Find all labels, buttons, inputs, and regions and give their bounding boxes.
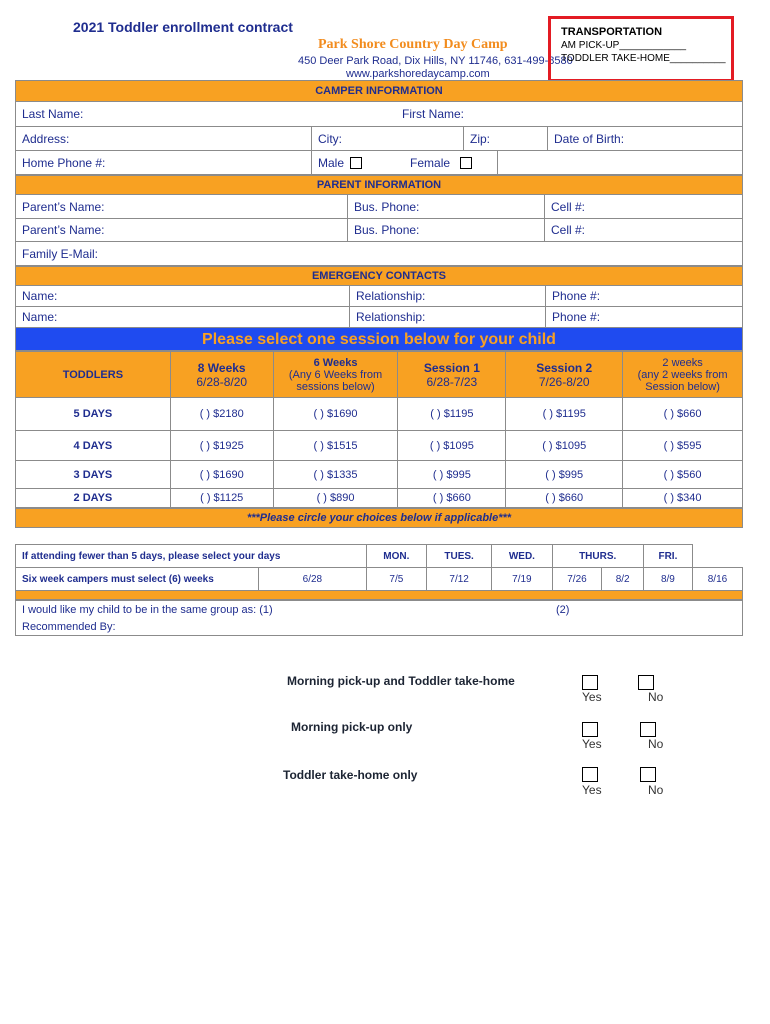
week-option[interactable]: 8/2: [602, 568, 643, 591]
q1-yes-checkbox[interactable]: [582, 675, 598, 690]
price-option[interactable]: ( ) $595: [623, 431, 743, 461]
col-title: Session 2: [536, 360, 593, 375]
female-checkbox[interactable]: [460, 157, 472, 169]
table-row: [16, 461, 743, 489]
col-title: 6 Weeks: [313, 356, 358, 369]
last-name-field[interactable]: [16, 102, 396, 126]
weeks-label: Six week campers must select (6) weeks: [16, 568, 259, 591]
price-option[interactable]: ( ) $660: [398, 489, 506, 508]
camp-address: 450 Deer Park Road, Dix Hills, NY 11746, 631-499-8580: [298, 55, 573, 67]
same-group-field[interactable]: I would like my child to be in the same group as: (1): [22, 604, 273, 616]
col-sub: 6/28-8/20: [196, 374, 248, 389]
q3-yes-checkbox[interactable]: [582, 767, 598, 782]
emergency-name-1-label: Name:: [22, 289, 58, 303]
price-option[interactable]: ( ) $660: [623, 398, 743, 431]
week-option[interactable]: 6/28: [259, 568, 367, 591]
bus-phone-2-label: Bus. Phone:: [354, 223, 420, 237]
col-session-2: [506, 352, 623, 398]
parent-row-2: [15, 219, 743, 242]
session-header-row: [16, 352, 743, 398]
family-email-label: Family E-Mail:: [22, 246, 99, 261]
week-option[interactable]: 8/16: [692, 568, 742, 591]
price-option[interactable]: ( ) $2180: [170, 398, 273, 431]
q1-no-label: No: [648, 690, 664, 704]
cell-2-field[interactable]: [544, 219, 742, 241]
emergency-phone-2-field[interactable]: [545, 307, 742, 327]
recommended-by-field[interactable]: Recommended By:: [22, 621, 116, 633]
city-label: City:: [318, 131, 342, 146]
camper-info-header: CAMPER INFORMATION: [15, 80, 743, 102]
parent-name-1-field[interactable]: [16, 195, 347, 218]
transportation-heading: TRANSPORTATION: [561, 26, 663, 38]
cell-2-label: Cell #:: [551, 223, 586, 237]
q2-no-label: No: [648, 737, 664, 751]
camp-name: Park Shore Country Day Camp: [318, 37, 508, 52]
relationship-2-label: Relationship:: [356, 310, 426, 324]
male-checkbox[interactable]: [350, 157, 362, 169]
zip-field[interactable]: [463, 127, 547, 150]
toddler-take-home-field[interactable]: TODDLER TAKE-HOME__________: [561, 53, 726, 64]
week-option[interactable]: 7/19: [492, 568, 552, 591]
q3-no-checkbox[interactable]: [640, 767, 656, 782]
price-option[interactable]: ( ) $1925: [170, 431, 273, 461]
cell-1-field[interactable]: [544, 195, 742, 218]
weeks-row: [16, 568, 743, 591]
last-name-label: Last Name:: [22, 107, 84, 121]
bus-phone-1-label: Bus. Phone:: [354, 199, 420, 214]
col-8-weeks: [170, 352, 273, 398]
dob-field[interactable]: [547, 127, 742, 150]
parent-name-2-field[interactable]: [16, 219, 347, 241]
week-option[interactable]: 7/5: [366, 568, 426, 591]
dob-label: Date of Birth:: [554, 131, 625, 146]
price-option[interactable]: ( ) $995: [506, 461, 623, 489]
table-row: [16, 431, 743, 461]
group-request-box: [15, 600, 743, 636]
price-option[interactable]: ( ) $1095: [398, 431, 506, 461]
q2-yes-label: Yes: [582, 737, 602, 751]
row-label: 3 DAYS: [16, 461, 171, 489]
price-option[interactable]: ( ) $660: [506, 489, 623, 508]
price-option[interactable]: ( ) $1690: [170, 461, 273, 489]
toddlers-header: TODDLERS: [16, 352, 171, 398]
week-option[interactable]: 7/26: [552, 568, 602, 591]
first-name-label: First Name:: [402, 107, 465, 121]
table-row: [16, 398, 743, 431]
zip-label: Zip:: [470, 131, 491, 146]
col-2-weeks: [623, 352, 743, 398]
emergency-phone-1-label: Phone #:: [552, 289, 601, 303]
price-option[interactable]: ( ) $340: [623, 489, 743, 508]
address-label: Address:: [22, 131, 70, 146]
parent-row-1: [15, 195, 743, 219]
option-pickup-and-take-home: Morning pick-up and Toddler take-home: [287, 674, 515, 688]
day-mon[interactable]: MON.: [366, 545, 426, 568]
camper-phone-row: [15, 151, 743, 175]
emergency-name-2-label: Name:: [22, 310, 58, 324]
day-fri[interactable]: FRI.: [643, 545, 692, 568]
day-wed[interactable]: WED.: [492, 545, 552, 568]
col-sub: 7/26-8/20: [538, 374, 590, 389]
session-banner: Please select one session below for your child: [15, 327, 743, 351]
row-label: 5 DAYS: [16, 398, 171, 431]
address-field[interactable]: [16, 127, 311, 150]
cell-1-label: Cell #:: [551, 199, 586, 214]
row-label: 4 DAYS: [16, 431, 171, 461]
form-title: 2021 Toddler enrollment contract: [73, 19, 293, 35]
day-thurs[interactable]: THURS.: [552, 545, 643, 568]
session-table: [15, 351, 743, 508]
same-group-second-field[interactable]: (2): [556, 604, 570, 616]
q1-yes-label: Yes: [582, 690, 602, 704]
family-email-row: [15, 242, 743, 266]
parent-name-2-label: Parent’s Name:: [22, 223, 105, 237]
days-label: If attending fewer than 5 days, please select your days: [16, 545, 367, 568]
divider-strip: [15, 590, 743, 600]
col-sub: 6/28-7/23: [426, 374, 478, 389]
emergency-name-1-field[interactable]: [16, 286, 349, 306]
parent-name-1-label: Parent’s Name:: [22, 199, 105, 214]
home-phone-field[interactable]: [16, 151, 311, 174]
relationship-1-field[interactable]: [349, 286, 545, 306]
price-option[interactable]: ( ) $1195: [506, 398, 623, 431]
col-sub: (any 2 weeks from Session below): [637, 368, 728, 393]
q2-yes-checkbox[interactable]: [582, 722, 598, 737]
relationship-1-label: Relationship:: [356, 289, 426, 303]
city-field[interactable]: [311, 127, 463, 150]
price-option[interactable]: ( ) $560: [623, 461, 743, 489]
bus-phone-1-field[interactable]: [347, 195, 544, 218]
week-option[interactable]: 7/12: [426, 568, 491, 591]
option-take-home-only: Toddler take-home only: [283, 768, 418, 782]
price-option[interactable]: ( ) $1335: [273, 461, 398, 489]
row-label: 2 DAYS: [16, 489, 171, 508]
family-email-field[interactable]: [16, 242, 742, 265]
camper-extra-field[interactable]: [497, 151, 742, 174]
home-phone-label: Home Phone #:: [22, 155, 106, 170]
emergency-row-1: [15, 286, 743, 307]
circle-choices-note: ***Please circle your choices below if applicable***: [15, 508, 743, 528]
col-sub: (Any 6 Weeks from sessions below): [288, 368, 383, 393]
emergency-name-2-field[interactable]: [16, 307, 349, 327]
camper-address-row: [15, 127, 743, 151]
relationship-2-field[interactable]: [349, 307, 545, 327]
price-option[interactable]: ( ) $1095: [506, 431, 623, 461]
days-table: [15, 544, 743, 591]
days-row: [16, 545, 743, 568]
first-name-field[interactable]: [396, 102, 742, 126]
price-option[interactable]: ( ) $1125: [170, 489, 273, 508]
option-pickup-only: Morning pick-up only: [291, 720, 413, 734]
q3-no-label: No: [648, 783, 664, 797]
am-pickup-field[interactable]: AM PICK-UP____________: [561, 40, 687, 51]
col-session-1: [398, 352, 506, 398]
price-option[interactable]: ( ) $1690: [273, 398, 398, 431]
q3-yes-label: Yes: [582, 783, 602, 797]
transportation-box: [548, 16, 734, 82]
emergency-phone-1-field[interactable]: [545, 286, 742, 306]
q2-no-checkbox[interactable]: [640, 722, 656, 737]
week-option[interactable]: 8/9: [643, 568, 692, 591]
male-label: Male: [318, 155, 345, 170]
price-option[interactable]: ( ) $1515: [273, 431, 398, 461]
camp-website[interactable]: www.parkshoredaycamp.com: [346, 68, 490, 80]
emergency-row-2: [15, 307, 743, 328]
bus-phone-2-field[interactable]: [347, 219, 544, 241]
col-title: Session 1: [423, 360, 480, 375]
col-6-weeks: [273, 352, 398, 398]
q1-no-checkbox[interactable]: [638, 675, 654, 690]
col-title: 2 weeks: [662, 356, 703, 369]
female-label: Female: [410, 155, 451, 170]
camper-name-row: [15, 102, 743, 127]
col-title: 8 Weeks: [197, 360, 246, 375]
price-option[interactable]: ( ) $1195: [398, 398, 506, 431]
parent-info-header: PARENT INFORMATION: [15, 175, 743, 195]
price-option[interactable]: ( ) $890: [273, 489, 398, 508]
table-row: [16, 489, 743, 508]
price-option[interactable]: ( ) $995: [398, 461, 506, 489]
emergency-header: EMERGENCY CONTACTS: [15, 266, 743, 286]
day-tues[interactable]: TUES.: [426, 545, 491, 568]
gender-field: [311, 151, 497, 174]
emergency-phone-2-label: Phone #:: [552, 310, 601, 324]
